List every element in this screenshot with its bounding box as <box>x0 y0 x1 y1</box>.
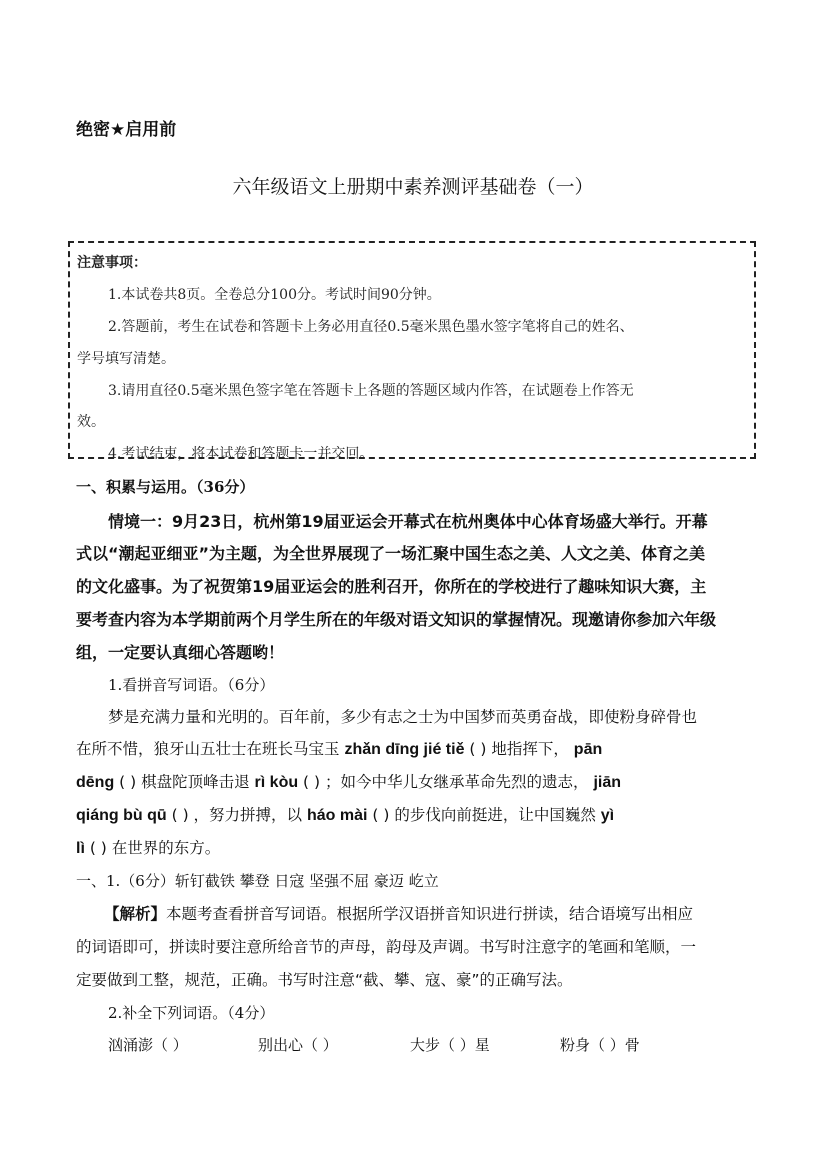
question-title: 1.看拼音写词语。（6分） <box>108 676 275 694</box>
pinyin: qiáng bù qū <box>76 807 167 824</box>
analysis-text: 的词语即可，拼读时要注意所给音节的声母，韵母及声调。书写时注意字的笔画和笔顺，一 <box>76 938 697 956</box>
context-line: 的文化盛事。为了祝贺第19届亚运会的胜利召开，你所在的学校进行了趣味知识大赛，主 <box>76 577 707 596</box>
pinyin: háo mài <box>306 807 368 824</box>
fill-in-word[interactable]: 汹涌澎（ ） <box>108 1036 188 1054</box>
question-text: 梦是充满力量和光明的。百年前，多少有志之士为中国梦而英勇奋战，即使粉身碎骨也 <box>108 708 698 726</box>
pinyin: lì <box>76 840 85 857</box>
answer-text: 一、1.（6分）斩钉截铁 攀登 日寇 坚强不屈 豪迈 屹立 <box>76 872 439 890</box>
question-text-row <box>76 770 621 792</box>
notice-item: 1.本试卷共8页。全卷总分100分。考试时间90分钟。 <box>108 287 441 303</box>
pinyin: jiān <box>593 774 621 791</box>
analysis-text: 定要做到工整，规范，正确。书写时注意“截、攀、寇、豪”的正确写法。 <box>76 971 573 989</box>
question-title: 2.补全下列词语。（4分） <box>108 1004 275 1022</box>
notice-item: 3.请用直径0.5毫米黑色签字笔在答题卡上各题的答题区域内作答，在试题卷上作答无 <box>108 383 634 399</box>
pinyin: yì <box>600 807 615 824</box>
context-line: 组，一定要认真细心答题哟！ <box>76 643 285 662</box>
notice-item: 2.答题前，考生在试卷和答题卡上务必用直径0.5毫米黑色墨水签字笔将自己的姓名、 <box>108 319 634 335</box>
notice-box <box>68 241 756 462</box>
context-line: 情境一：9月23日，杭州第19届亚运会开幕式在杭州奥体中心体育场盛大举行。开幕 <box>108 512 708 531</box>
confidential-label: 绝密★启用前 <box>76 120 177 140</box>
answer-blank[interactable]: ( ) 在世界的东方。 <box>89 839 221 857</box>
answer-blank[interactable]: ( ) ，努力拼搏，以 <box>171 806 303 824</box>
notice-item: 4.考试结束，将本试卷和答题卡一并交回。 <box>108 446 374 462</box>
fill-in-word[interactable]: 大步（ ）星 <box>410 1036 490 1054</box>
question-text-row <box>76 803 614 825</box>
pinyin: pān <box>573 741 603 758</box>
context-line: 式以“潮起亚细亚”为主题，为全世界展现了一场汇聚中国生态之美、人文之美、体育之美 <box>76 544 706 563</box>
analysis-text: 本题考查看拼音写词语。根据所学汉语拼音知识进行拼读，结合语境写出相应 <box>166 905 694 923</box>
answer-blank[interactable]: ( ) 的步伐向前挺进，让中国巍然 <box>372 806 596 824</box>
answer-blank[interactable]: ( ) 地指挥下， <box>469 740 569 758</box>
analysis-label: 【解析】 <box>104 905 167 923</box>
fill-in-word[interactable]: 粉身（ ）骨 <box>560 1036 640 1054</box>
notice-item: 效。 <box>77 414 105 430</box>
section-heading: 一、积累与运用。（36分） <box>76 478 255 496</box>
notice-item: 学号填写清楚。 <box>77 351 175 367</box>
pinyin: zhǎn dīng jié tiě <box>344 741 465 758</box>
pinyin: rì kòu <box>254 774 299 791</box>
answer-blank[interactable]: ( ) ；如今中华儿女继承革命先烈的遗志， <box>303 773 589 791</box>
context-line: 要考查内容为本学期前两个月学生所在的年级对语文知识的掌握情况。现邀请你参加六年级 <box>76 610 717 629</box>
fill-in-word[interactable]: 别出心（ ） <box>258 1036 338 1054</box>
answer-blank[interactable]: ( ) 棋盘陀顶峰击退 <box>119 773 250 791</box>
pinyin: dēng <box>76 774 115 791</box>
question-text-row <box>76 836 220 858</box>
question-text: 在所不惜，狼牙山五壮士在班长马宝玉 <box>76 740 340 758</box>
analysis-row <box>104 902 693 924</box>
page-title: 六年级语文上册期中素养测评基础卷（一） <box>232 176 594 198</box>
question-text-row <box>76 737 602 759</box>
notice-heading: 注意事项： <box>77 255 147 271</box>
